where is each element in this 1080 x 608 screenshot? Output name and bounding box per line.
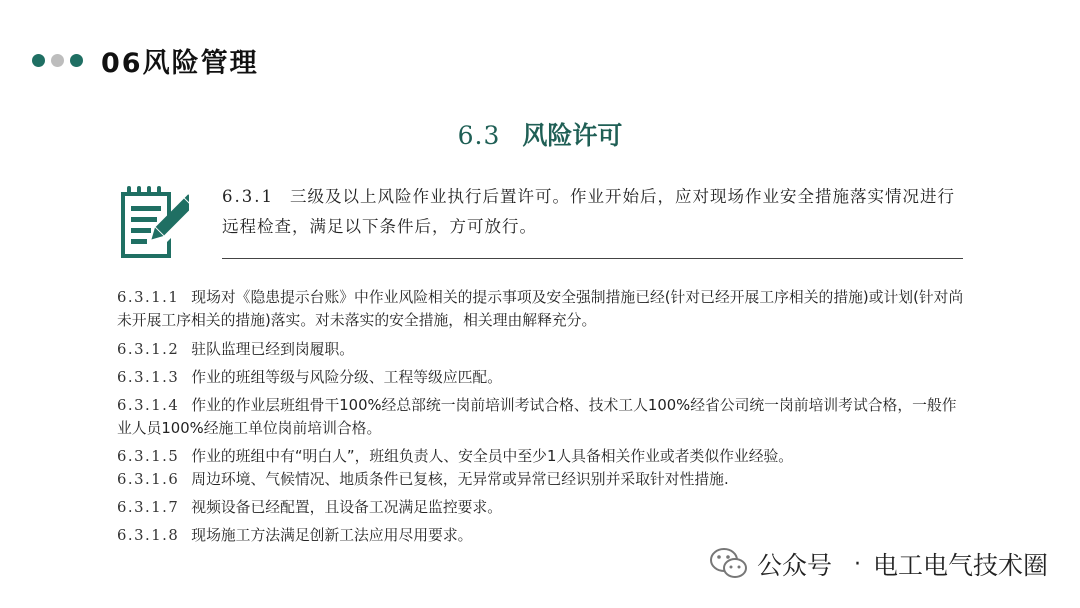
item-code: 6.3.1.3 [117,369,180,386]
section-number: 6.3 [457,121,501,150]
wechat-icon [709,546,749,582]
intro-paragraph [222,182,962,242]
list-item [117,338,967,361]
item-code: 6.3.1.7 [117,499,180,516]
header [32,42,259,78]
watermark [709,544,1048,584]
watermark-right: 电工电气技术圈 [872,551,1048,580]
header-dot-icon [51,54,64,67]
item-code: 6.3.1.5 [117,448,180,465]
item-text: 作业的班组等级与风险分级、工程等级应匹配。 [191,369,503,386]
item-text: 视频设备已经配置，且设备工况满足监控要求。 [191,499,503,516]
watermark-separator: · [853,551,861,577]
list-item [117,366,967,389]
condition-list [117,286,967,547]
item-text: 周边环境、气候情况、地质条件已复核，无异常或异常已经识别并采取针对性措施. [191,471,729,488]
item-code: 6.3.1.6 [117,471,180,488]
item-text: 现场施工方法满足创新工法应用尽用要求。 [191,527,473,544]
divider [222,258,963,259]
item-code: 6.3.1.4 [117,397,180,414]
item-text: 驻队监理已经到岗履职。 [191,341,355,358]
list-item [117,445,967,468]
list-item [117,468,967,491]
list-item [117,394,967,440]
section-title [0,116,1080,152]
header-dot-icon [70,54,83,67]
item-code: 6.3.1.2 [117,341,180,358]
item-text: 作业的作业层班组骨干100%经总部统一岗前培训考试合格、技术工人100%经省公司统一岗前培训考试合格，一般作业人员100%经施工单位岗前培训合格。 [117,397,957,437]
list-item [117,496,967,519]
item-code: 6.3.1.8 [117,527,180,544]
watermark-left: 公众号 [756,551,832,580]
intro-code: 6.3.1 [222,187,274,206]
intro-text: 三级及以上风险作业执行后置许可。作业开始后，应对现场作业安全措施落实情况进行远程检查，满足以下条件后，方可放行。 [222,187,955,236]
item-text: 现场对《隐患提示台账》中作业风险相关的提示事项及安全强制措施已经(针对已经开展工序相关的措施)或计划(针对尚未开展工序相关的措施)落实。对未落实的安全措施，相关理由解释充分。 [117,289,964,329]
page-title: 06风险管理 [101,47,259,79]
list-item [117,286,967,332]
item-text: 作业的班组中有“明白人”，班组负责人、安全员中至少1人具备相关作业或者类似作业经验。 [191,448,794,465]
header-dot-icon [32,54,45,67]
section-heading: 风险许可 [522,121,623,150]
document-pencil-icon [117,184,189,260]
item-code: 6.3.1.1 [117,289,180,306]
